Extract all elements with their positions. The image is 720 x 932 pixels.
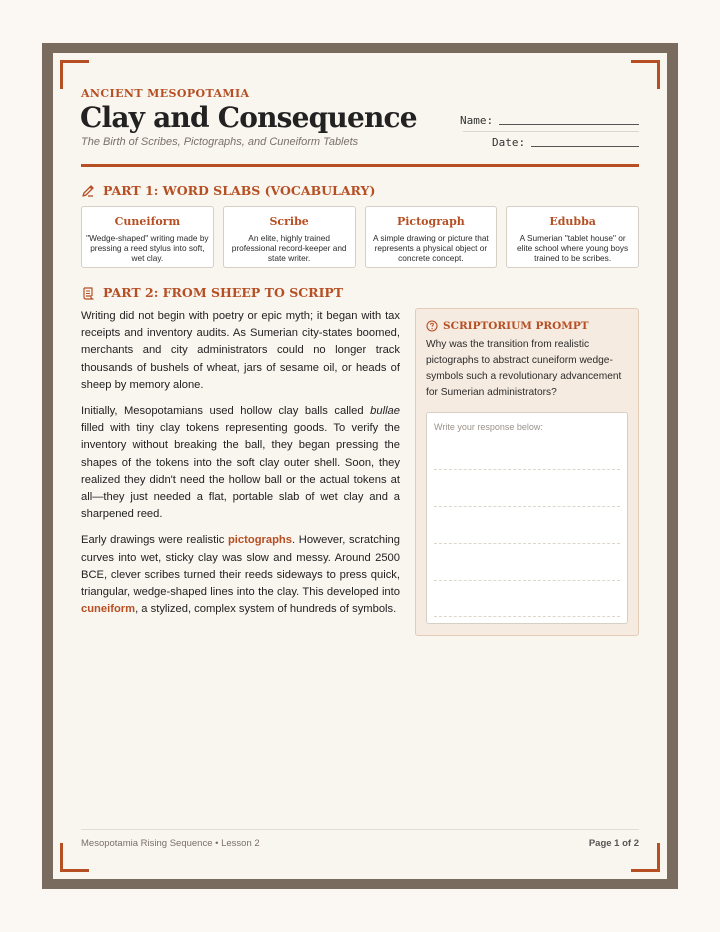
- writing-line: [434, 506, 620, 507]
- vocab-term: Edubba: [549, 215, 596, 228]
- vocab-card: [365, 206, 498, 268]
- paragraph: [81, 532, 400, 618]
- vocab-term: Scribe: [269, 215, 309, 228]
- vocab-card: [81, 206, 214, 268]
- section-heading-reading: [81, 285, 343, 300]
- footer-rule: [81, 829, 639, 830]
- writing-line: [434, 580, 620, 581]
- divider: [463, 131, 639, 132]
- name-label: Name:: [460, 114, 494, 127]
- vocab-highlight: cuneiform: [81, 603, 136, 616]
- footer-series: Mesopotamia Rising Sequence • Lesson 2: [81, 838, 260, 849]
- corner-ornament: [631, 60, 660, 89]
- writing-line: [434, 469, 620, 470]
- response-placeholder: Write your response below:: [434, 422, 543, 432]
- vocabulary-cards: [81, 206, 639, 268]
- vocab-definition: A Sumerian "tablet house" or elite school where young boys trained to be scribes.: [517, 233, 629, 263]
- vocab-definition: A simple drawing or picture that represents a physical object or concrete concept.: [372, 233, 489, 263]
- vocab-term: Pictograph: [396, 215, 465, 228]
- section-heading-vocabulary: [81, 183, 375, 198]
- question-circle-icon: [426, 320, 438, 332]
- writing-line: [434, 616, 620, 617]
- vocab-card: [506, 206, 639, 268]
- page-number: Page 1 of 2: [588, 838, 639, 849]
- vocab-definition: "Wedge-shaped" writing made by pressing a reed stylus into soft, wet clay.: [86, 233, 209, 263]
- page-subtitle: The Birth of Scribes, Pictographs, and Cuneiform Tablets: [81, 136, 359, 148]
- vocab-term: Cuneiform: [114, 215, 181, 228]
- paragraph-text: , a stylized, complex system of hundreds of symbols.: [135, 603, 397, 616]
- paragraph-text: Early drawings were realistic: [81, 534, 228, 547]
- scroll-icon: [81, 286, 95, 300]
- vocab-card: [223, 206, 356, 268]
- paragraph: [81, 308, 400, 394]
- pencil-icon: [81, 184, 95, 198]
- term-emphasis: bullae: [370, 405, 400, 418]
- date-label: Date:: [492, 136, 526, 149]
- prompt-heading: [426, 320, 589, 332]
- date-field[interactable]: [531, 146, 639, 147]
- paragraph-text: filled with tiny clay tokens representing goods. To verify the inventory without breaking the ball, they began pressing the shapes of the tokens into the soft clay outer shell. Soon, they realized they didn't need the hollow ball or the actual tokens at all—they just needed a flat, portable slab of wet clay and a sharpened reed.: [81, 422, 400, 521]
- header-rule: [81, 164, 639, 167]
- paragraph: [81, 403, 400, 523]
- writing-line: [434, 543, 620, 544]
- section-heading-text: PART 2: FROM SHEEP TO SCRIPT: [103, 285, 344, 300]
- section-heading-text: PART 1: WORD SLABS (VOCABULARY): [103, 183, 376, 198]
- vocab-highlight: pictographs: [227, 534, 292, 547]
- response-area[interactable]: [426, 412, 628, 624]
- prompt-question: Why was the transition from realistic pictographs to abstract cuneiform wedge-symbols such a revolutionary advancement for Sumerian administrators?: [426, 339, 622, 398]
- kicker: ANCIENT MESOPOTAMIA: [81, 87, 250, 100]
- vocab-definition: An elite, highly trained professional record-keeper and state writer.: [231, 233, 347, 263]
- reading-passage: [81, 308, 400, 627]
- paragraph-text: Initially, Mesopotamians used hollow clay balls called: [81, 405, 371, 418]
- prompt-heading-text: SCRIPTORIUM PROMPT: [443, 320, 589, 332]
- page-title: Clay and Consequence: [80, 101, 417, 134]
- worksheet-page: [53, 53, 667, 879]
- corner-ornament: [60, 60, 89, 89]
- name-field[interactable]: [499, 124, 639, 125]
- paragraph-text: Writing did not begin with poetry or epic myth; it began with tax receipts and inventory audits. As Sumerian city-states boomed, merchants and city administrators could no longer track thousands of bushels of wheat, jars of sesame oil, or heads of sheep by memory alone.: [81, 310, 400, 391]
- paragraph-text: . However, scratching curves into wet, sticky clay was slow and messy. Around 2500 BCE, clever scribes turned their reeds sideways to press quick, triangular, wedge-shaped lines into the clay. This developed into: [81, 534, 400, 599]
- scriptorium-prompt-box: [415, 308, 639, 636]
